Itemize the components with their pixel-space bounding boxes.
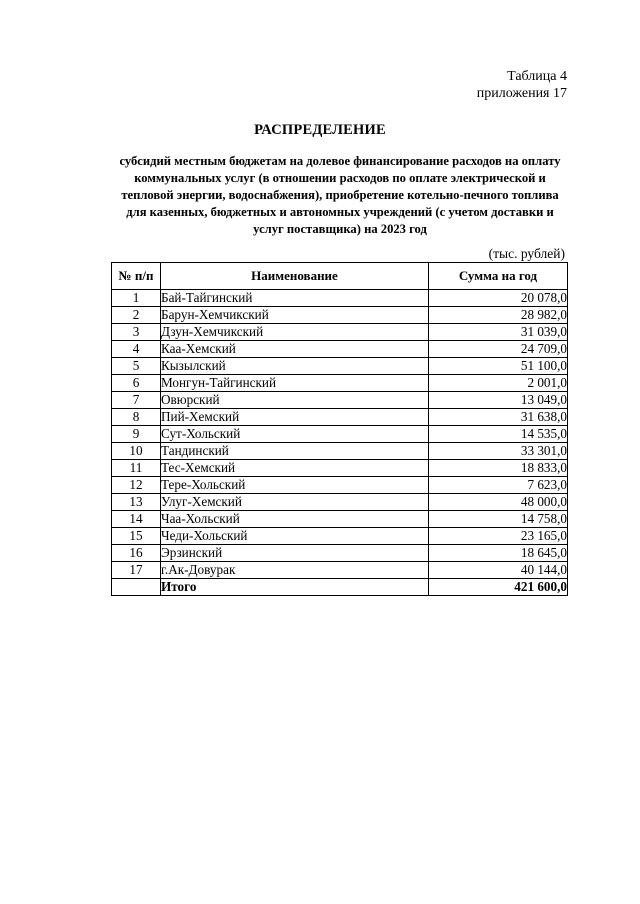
table-row bbox=[112, 426, 568, 443]
subtitle-line: для казенных, бюджетных и автономных учреждений (с учетом доставки и bbox=[126, 205, 554, 219]
row-name: Чеди-Хольский bbox=[161, 528, 429, 545]
header-reference bbox=[477, 68, 567, 102]
distribution-table bbox=[111, 262, 568, 596]
row-number: 8 bbox=[112, 409, 161, 426]
subtitle-line: тепловой энергии, водоснабжения), приобретение котельно-печного топлива bbox=[121, 188, 559, 202]
row-number: 7 bbox=[112, 392, 161, 409]
row-sum: 48 000,0 bbox=[429, 494, 568, 511]
row-sum: 23 165,0 bbox=[429, 528, 568, 545]
total-label: Итого bbox=[161, 579, 429, 596]
row-number: 14 bbox=[112, 511, 161, 528]
table-header-row bbox=[112, 263, 568, 290]
row-name: Овюрский bbox=[161, 392, 429, 409]
subtitle-line: субсидий местным бюджетам на долевое финансирование расходов на оплату bbox=[119, 154, 561, 168]
row-sum: 40 144,0 bbox=[429, 562, 568, 579]
row-sum: 24 709,0 bbox=[429, 341, 568, 358]
table-row bbox=[112, 460, 568, 477]
row-name: Эрзинский bbox=[161, 545, 429, 562]
table-row bbox=[112, 494, 568, 511]
table-row bbox=[112, 511, 568, 528]
row-number: 1 bbox=[112, 290, 161, 307]
row-name: Пий-Хемский bbox=[161, 409, 429, 426]
column-header-num: № п/п bbox=[112, 263, 161, 290]
appendix-label: приложения 17 bbox=[476, 86, 567, 101]
row-number: 13 bbox=[112, 494, 161, 511]
row-number: 11 bbox=[112, 460, 161, 477]
table-row bbox=[112, 477, 568, 494]
table-row bbox=[112, 562, 568, 579]
row-name: Тере-Хольский bbox=[161, 477, 429, 494]
row-number: 16 bbox=[112, 545, 161, 562]
row-name: Каа-Хемский bbox=[161, 341, 429, 358]
row-sum: 18 833,0 bbox=[429, 460, 568, 477]
subtitle-line: коммунальных услуг (в отношении расходов по оплате электрической и bbox=[134, 171, 546, 185]
table-row bbox=[112, 324, 568, 341]
table-label: Таблица 4 bbox=[507, 69, 567, 84]
row-name: Бай-Тайгинский bbox=[161, 290, 429, 307]
row-name: Монгун-Тайгинский bbox=[161, 375, 429, 392]
row-number: 12 bbox=[112, 477, 161, 494]
row-number: 5 bbox=[112, 358, 161, 375]
table-row bbox=[112, 545, 568, 562]
row-number: 2 bbox=[112, 307, 161, 324]
row-name: Тес-Хемский bbox=[161, 460, 429, 477]
row-name: г.Ак-Довурак bbox=[161, 562, 429, 579]
table-body bbox=[112, 290, 568, 596]
row-sum: 28 982,0 bbox=[429, 307, 568, 324]
row-sum: 2 001,0 bbox=[429, 375, 568, 392]
table-total-row bbox=[112, 579, 568, 596]
row-number: 3 bbox=[112, 324, 161, 341]
row-sum: 20 078,0 bbox=[429, 290, 568, 307]
table-row bbox=[112, 307, 568, 324]
row-sum: 14 758,0 bbox=[429, 511, 568, 528]
row-number: 17 bbox=[112, 562, 161, 579]
document-title: РАСПРЕДЕЛЕНИЕ bbox=[254, 122, 386, 138]
row-sum: 51 100,0 bbox=[429, 358, 568, 375]
row-number: 10 bbox=[112, 443, 161, 460]
total-number bbox=[112, 579, 161, 596]
row-sum: 7 623,0 bbox=[429, 477, 568, 494]
row-name: Кызылский bbox=[161, 358, 429, 375]
row-name: Дзун-Хемчикский bbox=[161, 324, 429, 341]
row-name: Чаа-Хольский bbox=[161, 511, 429, 528]
row-number: 6 bbox=[112, 375, 161, 392]
column-header-sum: Сумма на год bbox=[429, 263, 568, 290]
row-name: Тандинский bbox=[161, 443, 429, 460]
table-row bbox=[112, 358, 568, 375]
table-row bbox=[112, 290, 568, 307]
table-row bbox=[112, 375, 568, 392]
row-sum: 33 301,0 bbox=[429, 443, 568, 460]
column-header-name: Наименование bbox=[161, 263, 429, 290]
document-subtitle bbox=[110, 153, 570, 238]
row-name: Сут-Хольский bbox=[161, 426, 429, 443]
row-sum: 13 049,0 bbox=[429, 392, 568, 409]
row-number: 4 bbox=[112, 341, 161, 358]
row-name: Улуг-Хемский bbox=[161, 494, 429, 511]
row-sum: 18 645,0 bbox=[429, 545, 568, 562]
total-sum: 421 600,0 bbox=[429, 579, 568, 596]
row-number: 9 bbox=[112, 426, 161, 443]
table-row bbox=[112, 443, 568, 460]
row-sum: 14 535,0 bbox=[429, 426, 568, 443]
row-sum: 31 638,0 bbox=[429, 409, 568, 426]
table-row bbox=[112, 409, 568, 426]
row-number: 15 bbox=[112, 528, 161, 545]
subtitle-line: услуг поставщика) на 2023 год bbox=[253, 222, 427, 236]
table-row bbox=[112, 341, 568, 358]
row-name: Барун-Хемчикский bbox=[161, 307, 429, 324]
table-row bbox=[112, 392, 568, 409]
units-label: (тыс. рублей) bbox=[488, 246, 565, 261]
table-row bbox=[112, 528, 568, 545]
row-sum: 31 039,0 bbox=[429, 324, 568, 341]
